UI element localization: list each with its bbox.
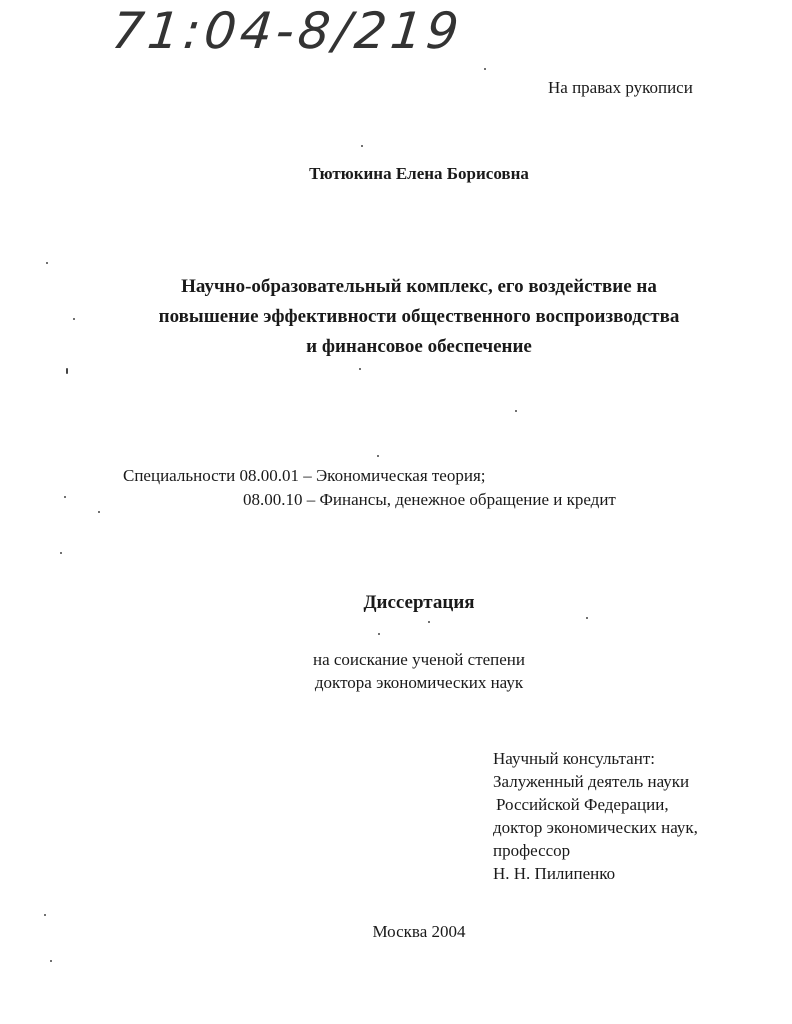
- degree-line-2: доктора экономических наук: [314, 673, 524, 692]
- specialties-label: Специальности: [123, 466, 236, 485]
- scan-speck: [66, 368, 68, 374]
- degree-line-1: на соискание ученой степени: [312, 650, 526, 669]
- place-year: Москва 2004: [372, 922, 466, 941]
- scan-speck: [46, 262, 48, 264]
- scan-speck: [515, 410, 517, 412]
- consultant-name: Н. Н. Пилипенко: [493, 864, 616, 883]
- specialty-2: 08.00.10 – Финансы, денежное обращение и кредит: [243, 490, 616, 509]
- title-line-3: и финансовое обеспечение: [306, 336, 532, 357]
- title-line-2: повышение эффективности общественного воспроизводства: [158, 306, 680, 327]
- author-name: Тютюкина Елена Борисовна: [309, 164, 529, 183]
- scan-speck: [44, 914, 46, 916]
- scan-speck: [586, 617, 588, 619]
- work-type-heading: Диссертация: [363, 592, 475, 613]
- scan-speck: [50, 960, 52, 962]
- scan-speck: [64, 496, 66, 498]
- consultant-line-2: Залуженный деятель науки: [493, 772, 690, 791]
- consultant-line-3: Российской Федерации,: [496, 795, 669, 814]
- handwritten-catalog-number: 71:04-8/219: [108, 2, 466, 60]
- scan-speck: [378, 633, 380, 635]
- consultant-heading: Научный консультант:: [493, 749, 655, 768]
- consultant-line-4: доктор экономических наук,: [493, 818, 698, 837]
- scan-speck: [98, 511, 100, 513]
- scan-speck: [361, 145, 363, 147]
- scan-speck: [60, 552, 62, 554]
- manuscript-rights-note: На правах рукописи: [548, 78, 693, 97]
- scan-speck: [73, 318, 75, 320]
- scan-speck: [359, 368, 361, 370]
- specialties-line-1: [123, 466, 486, 486]
- title-line-1: Научно-образовательный комплекс, его воздействие на: [181, 276, 657, 297]
- consultant-line-5: профессор: [493, 841, 571, 860]
- scan-speck: [377, 455, 379, 457]
- scan-speck: [484, 68, 486, 70]
- specialty-1: 08.00.01 – Экономическая теория;: [239, 466, 486, 485]
- scan-speck: [428, 621, 430, 623]
